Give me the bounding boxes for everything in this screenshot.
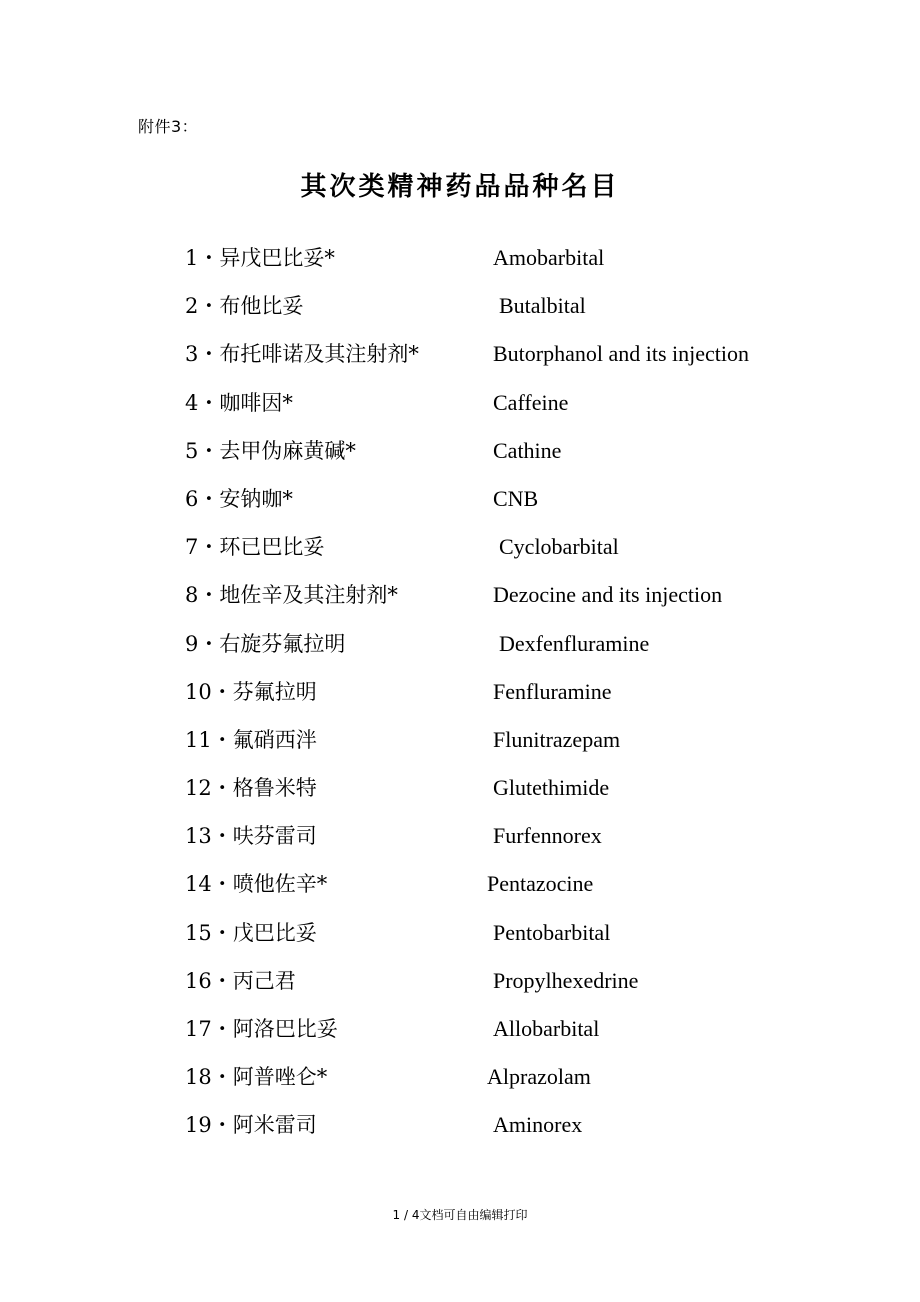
drug-name-cn: 6・安钠咖* bbox=[185, 486, 293, 511]
drug-name-en: Aminorex bbox=[493, 1112, 583, 1138]
drug-name-cn: 5・去甲伪麻黄碱* bbox=[185, 438, 356, 463]
drug-name-en: Pentobarbital bbox=[493, 919, 611, 945]
list-item bbox=[185, 624, 805, 672]
drug-name-cn: 18・阿普唑仑* bbox=[185, 1065, 328, 1090]
list-item bbox=[185, 864, 805, 912]
list-item bbox=[185, 672, 805, 720]
drug-name-en: Allobarbital bbox=[493, 1016, 600, 1041]
drug-name-en: Caffeine bbox=[493, 389, 569, 415]
list-item bbox=[185, 816, 805, 864]
drug-name-cn: 14・喷他佐辛* bbox=[185, 872, 328, 897]
drug-name-en: Dexfenfluramine bbox=[499, 630, 650, 656]
drug-name-cn: 3・布托啡诺及其注射剂* bbox=[185, 342, 419, 367]
drug-name-en: Alprazolam bbox=[487, 1064, 591, 1090]
list-item bbox=[185, 527, 805, 575]
attachment-label: 附件3： bbox=[138, 117, 199, 136]
list-item bbox=[185, 383, 805, 431]
drug-name-en: Dezocine and its injection bbox=[493, 582, 723, 608]
drug-name-cn: 4・咖啡因* bbox=[185, 390, 293, 415]
drug-list bbox=[185, 238, 805, 1154]
list-item bbox=[185, 961, 805, 1009]
list-item bbox=[185, 575, 805, 623]
drug-name-cn: 8・地佐辛及其注射剂* bbox=[185, 583, 398, 608]
list-item bbox=[185, 431, 805, 479]
drug-name-en: Cyclobarbital bbox=[499, 534, 619, 560]
list-item bbox=[185, 768, 805, 816]
drug-name-cn: 10・芬氟拉明 bbox=[185, 679, 317, 704]
drug-name-cn: 15・戊巴比妥 bbox=[185, 920, 317, 945]
list-item bbox=[185, 286, 805, 334]
drug-name-en: Amobarbital bbox=[493, 245, 605, 270]
drug-name-cn: 9・右旋芬氟拉明 bbox=[185, 631, 346, 656]
drug-name-cn: 16・丙己君 bbox=[185, 968, 296, 993]
drug-name-en: Fenfluramine bbox=[493, 678, 612, 704]
drug-name-cn: 11・氟硝西泮 bbox=[185, 727, 317, 752]
list-item bbox=[185, 334, 805, 382]
drug-name-en: Flunitrazepam bbox=[493, 726, 621, 752]
drug-name-cn: 19・阿米雷司 bbox=[185, 1113, 317, 1138]
drug-name-en: Furfennorex bbox=[493, 823, 602, 849]
drug-name-en: Cathine bbox=[493, 437, 562, 463]
drug-name-cn: 7・环已巴比妥 bbox=[185, 535, 325, 560]
page-title: 其次类精神药品品种名目 bbox=[300, 172, 620, 202]
list-item bbox=[185, 1105, 805, 1153]
page-footer: 1 / 4文档可自由编辑打印 bbox=[392, 1208, 528, 1222]
list-item bbox=[185, 913, 805, 961]
drug-name-en: Butalbital bbox=[499, 293, 586, 319]
list-item bbox=[185, 238, 805, 286]
drug-name-cn: 17・阿洛巴比妥 bbox=[185, 1017, 338, 1041]
drug-name-cn: 1・异戊巴比妥* bbox=[185, 246, 335, 270]
drug-name-en: Pentazocine bbox=[487, 871, 594, 897]
drug-name-cn: 12・格鲁米特 bbox=[185, 776, 317, 801]
list-item bbox=[185, 479, 805, 527]
drug-name-cn: 2・布他比妥 bbox=[185, 294, 304, 319]
drug-name-cn: 13・呋芬雷司 bbox=[185, 824, 317, 849]
drug-name-en: Glutethimide bbox=[493, 775, 610, 801]
list-item bbox=[185, 1057, 805, 1105]
drug-name-en: Propylhexedrine bbox=[493, 967, 639, 993]
drug-name-en: CNB bbox=[493, 485, 539, 511]
drug-name-en: Butorphanol and its injection bbox=[493, 341, 750, 367]
list-item bbox=[185, 720, 805, 768]
list-item bbox=[185, 1009, 805, 1057]
